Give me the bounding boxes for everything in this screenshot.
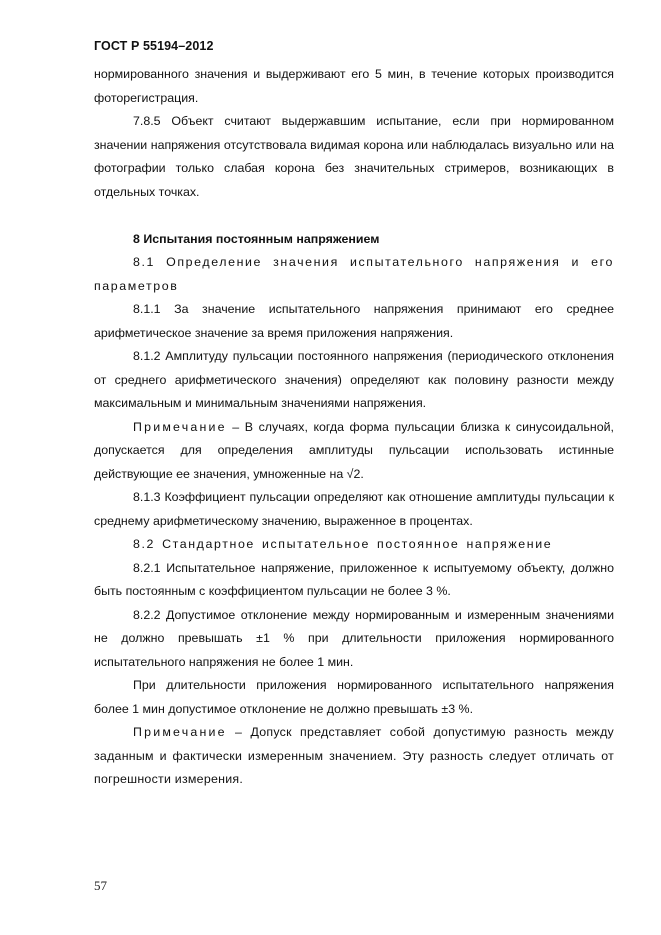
document-body: [94, 63, 614, 792]
paragraph-8-2-2: 8.2.2 Допустимое отклонение между нормированным и измеренным значениями не должно превышать ±1 % при длительности приложения нормированного испытательного напряжения не более 1 мин.: [94, 607, 614, 669]
paragraph-8-1-2: 8.1.2 Амплитуду пульсации постоянного напряжения (периодического отклонения от среднего арифметического значения) определяют как половину разности между максимальным и минимальным значениями напряжения.: [94, 349, 614, 410]
paragraph-8-1-1: 8.1.1 За значение испытательного напряжения принимают его среднее арифметическое значение за время приложения напряжения.: [94, 302, 614, 340]
paragraph-7-8-5: 7.8.5 Объект считают выдержавшим испытание, если при нормированном значении напряжения отсутствовала видимая корона или наблюдалась визуально или на фотографии только слабая корона без значительных стримеров, возникающих в отдельных точках.: [94, 114, 614, 199]
note-2: [94, 721, 614, 792]
paragraph-8-1-3: 8.1.3 Коэффициент пульсации определяют как отношение амплитуды пульсации к среднему арифметическому значению, выраженное в процентах.: [94, 490, 614, 528]
paragraph-8-2-2-continued: При длительности приложения нормированного испытательного напряжения более 1 мин допустимое отклонение не должно превышать ±3 %.: [94, 678, 614, 716]
paragraph-8-1: 8.1 Определение значения испытательного напряжения и его параметров: [94, 255, 614, 293]
note-1-text: – В случаях, когда форма пульсации близка к синусоидальной, допускается для определения амплитуды пульсации использовать истинные действующие ее значения, умноженные на √2.: [94, 419, 614, 481]
section-heading-8: 8 Испытания постоянным напряжением: [133, 231, 380, 246]
page-number: 57: [94, 878, 107, 893]
paragraph-continuation: нормированного значения и выдерживают его 5 мин, в течение которых производится фоторегистрация.: [94, 67, 614, 105]
paragraph-8-2-1: 8.2.1 Испытательное напряжение, приложенное к испытуемому объекту, должно быть постоянным с коэффициентом пульсации не более 3 %.: [94, 560, 614, 598]
paragraph-8-2: 8.2 Стандартное испытательное постоянное напряжение: [133, 537, 553, 551]
document-header: ГОСТ Р 55194–2012: [94, 39, 214, 53]
note-2-label: Примечание: [133, 725, 227, 739]
note-1: [94, 416, 614, 487]
note-2-text: – Допуск представляет собой допустимую разность между заданным и фактически измеренным значением. Эту разность следует отличать от погрешности измерения.: [94, 725, 614, 786]
note-1-label: Примечание: [133, 419, 227, 434]
